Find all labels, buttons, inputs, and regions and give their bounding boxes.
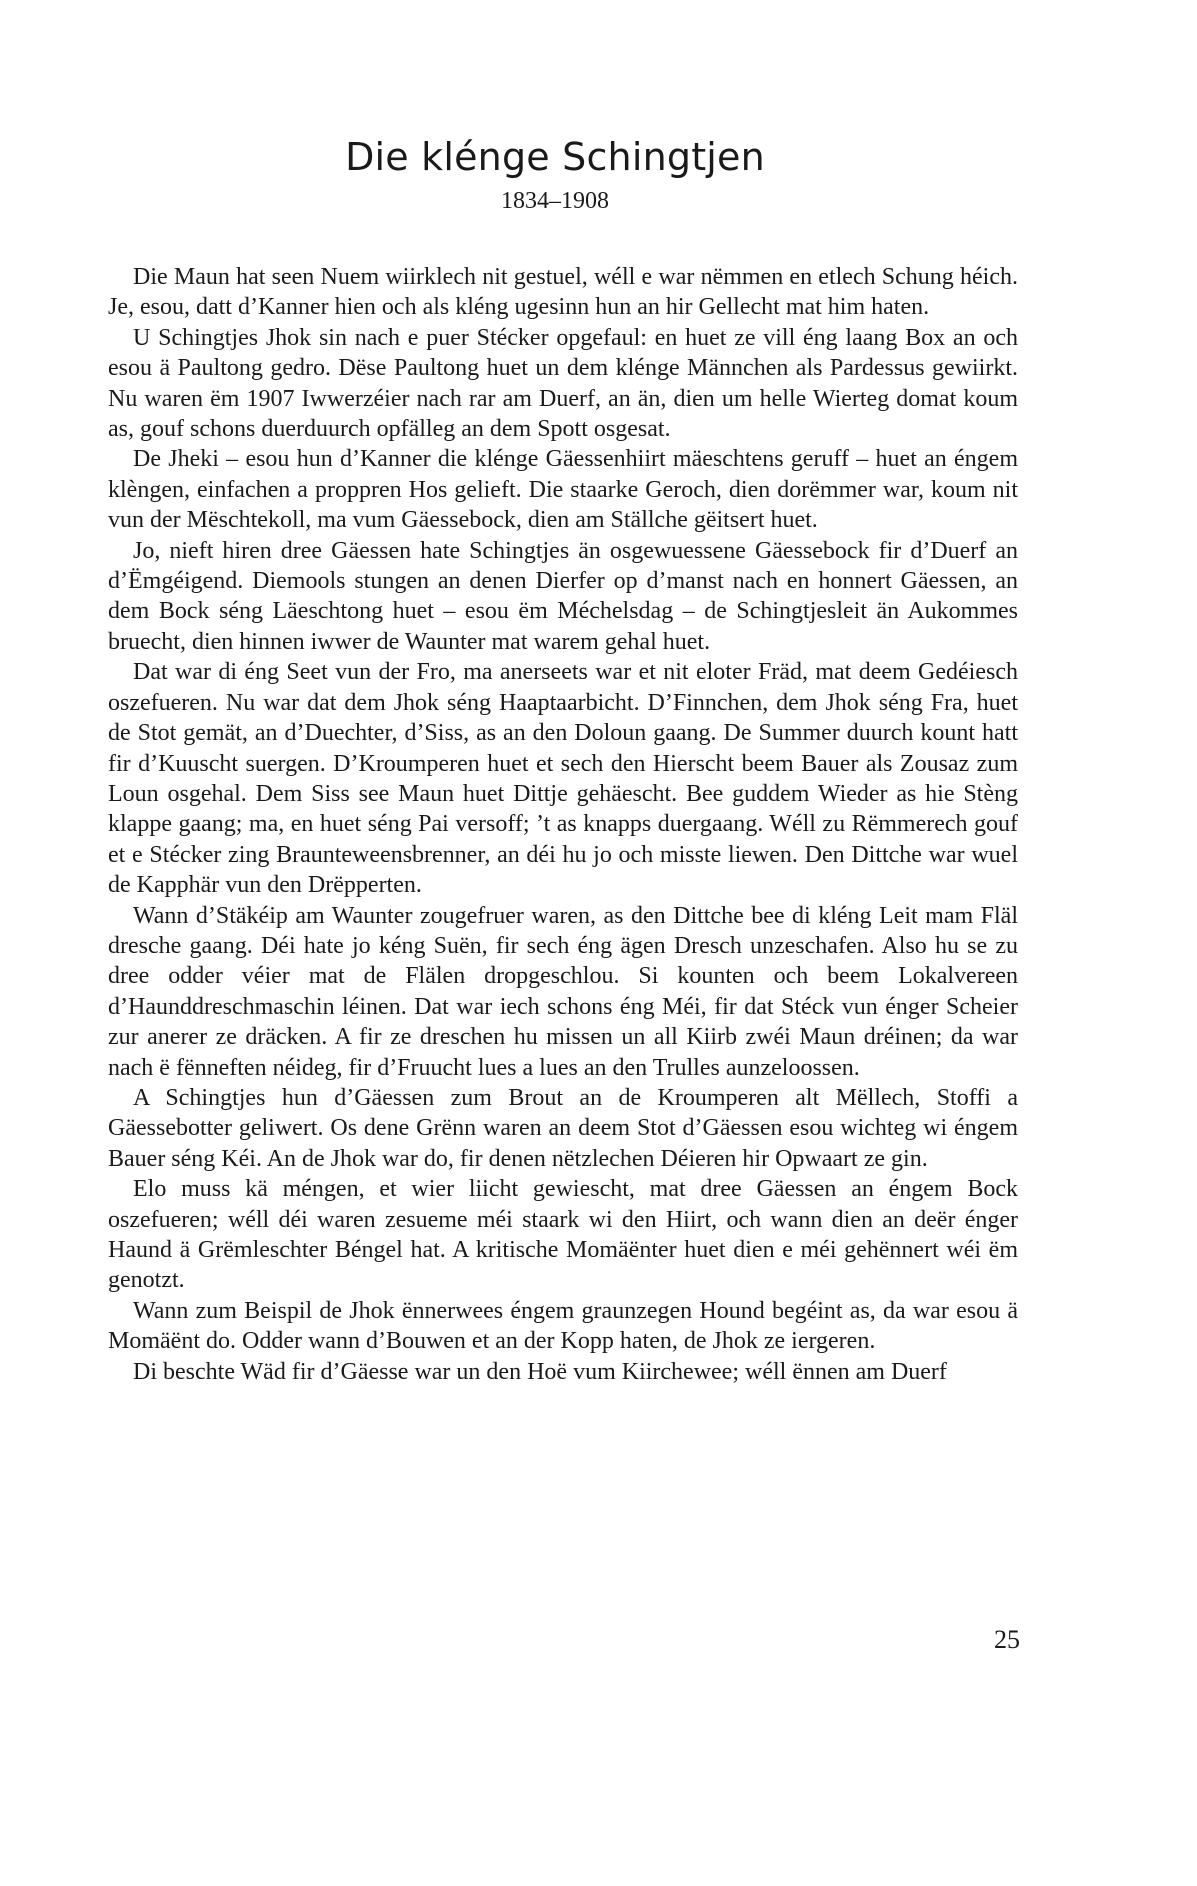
paragraph: Jo, nieft hiren dree Gäessen hate Schingtjes än osgewuessene Gäessebock fir d’Duerf an d’Ëmgéigend. Diemools stungen an denen Dierfer op d’manst nach en honnert Gäessen, an dem Bock séng Läeschtong huet – esou ëm Méchelsdag – de Schingtjesleit än Aukommes bruecht, dien hinnen iwwer de Waunter mat warem gehal huet.	[108, 537, 1018, 655]
paragraph: Wann d’Stäkéip am Waunter zougefruer waren, as den Dittche bee di kléng Leit mam Fläl dresche gaang. Déi hate jo kéng Suën, fir sech éng ägen Dresch unzeschafen. Also hu se zu dree odder véier mat de Flälen dropgeschlou. Si kounten och beem Lokalvereen d’Haunddreschmaschin léinen. Dat war iech schons éng Méi, fir dat Stéck vun énger Scheier zur anerer ze dräcken. A fir ze dreschen hu missen un all Kiirb zwéi Maun dréinen; da war nach ë fënneften néideg, fir d’Fruucht lues a lues an den Trulles aunzeloossen.	[108, 902, 1018, 1081]
paragraph: Di beschte Wäd fir d’Gäesse war un den Hoë vum Kiirchewee; wéll ënnen am Duerf	[133, 1358, 947, 1385]
paragraph: Dat war di éng Seet vun der Fro, ma anerseets war et nit eloter Fräd, mat deem Gedéiesch oszefueren. Nu war dat dem Jhok séng Haaptaarbicht. D’Finnchen, dem Jhok séng Fra, huet de Stot gemät, an d’Duechter, d’Siss, as an den Doloun gaang. De Summer duurch kount hatt fir d’Kuuscht suergen. D’Kroumperen huet et sech den Hierscht beem Bauer als Zousaz zum Loun osgehal. Dem Siss see Maun huet Dittje gehäescht. Bee guddem Wieder as hie Stèng klappe gaang; ma, en huet séng Pai versoff; ’t as knapps duergaang. Wéll zu Rëmmerech gouf et e Stécker zing Braunteweensbrenner, an déi hu jo och misste liewen. Den Dittche war wuel de Kapphär vun den Drëpperten.	[108, 659, 1018, 899]
paragraph: A Schingtjes hun d’Gäessen zum Brout an de Kroumperen alt Mëllech, Stoffi a Gäessebotter geliwert. Os dene Grënn waren an deem Stot d’Gäessen esou wichteg wi éngem Bauer séng Kéi. An de Jhok war do, fir denen nëtzlechen Déieren hir Opwaart ze gin.	[108, 1084, 1018, 1172]
paragraph: De Jheki – esou hun d’Kanner die klénge Gäessenhiirt mäeschtens geruff – huet an éngem klèngen, einfachen a proppren Hos gelieft. Die staarke Geroch, dien dorëmmer war, koum nit vun der Mëschtekoll, ma vum Gäessebock, dien am Ställche gëitsert huet.	[108, 446, 1018, 534]
chapter-years: 1834–1908	[501, 188, 609, 214]
chapter-title: Die klénge Schingtjen	[345, 135, 765, 179]
paragraph: Die Maun hat seen Nuem wiirklech nit gestuel, wéll e war nëmmen en etlech Schung héich. Je, esou, datt d’Kanner hien och als kléng ugesinn hun an hir Gellecht mat him haten.	[108, 264, 1018, 321]
page-number: 25	[994, 1625, 1020, 1654]
paragraph: Wann zum Beispil de Jhok ënnerwees éngem graunzegen Hound begéint as, da war esou ä Momäënt do. Odder wann d’Bouwen et an der Kopp haten, de Jhok ze iergeren.	[108, 1297, 1018, 1355]
paragraph: Elo muss kä méngen, et wier liicht gewiescht, mat dree Gäessen an éngem Bock oszefueren; wéll déi waren zesueme méi staark wi den Hiirt, och wann dien an deër énger Haund ä Grëmleschter Béngel hat. A kritische Momäënter huet dien e méi gehënnert wéi ëm genotzt.	[108, 1176, 1018, 1294]
paragraph: U Schingtjes Jhok sin nach e puer Stécker opgefaul: en huet ze vill éng laang Box an och esou ä Paultong gedro. Dëse Paultong huet un dem klénge Männchen als Pardessus gewiirkt. Nu waren ëm 1907 Iwwerzéier nach rar am Duerf, an än, dien um helle Wierteg domat koum as, gouf schons duerduurch opfälleg an dem Spott osgesat.	[108, 324, 1018, 443]
body-text	[108, 262, 1018, 1387]
